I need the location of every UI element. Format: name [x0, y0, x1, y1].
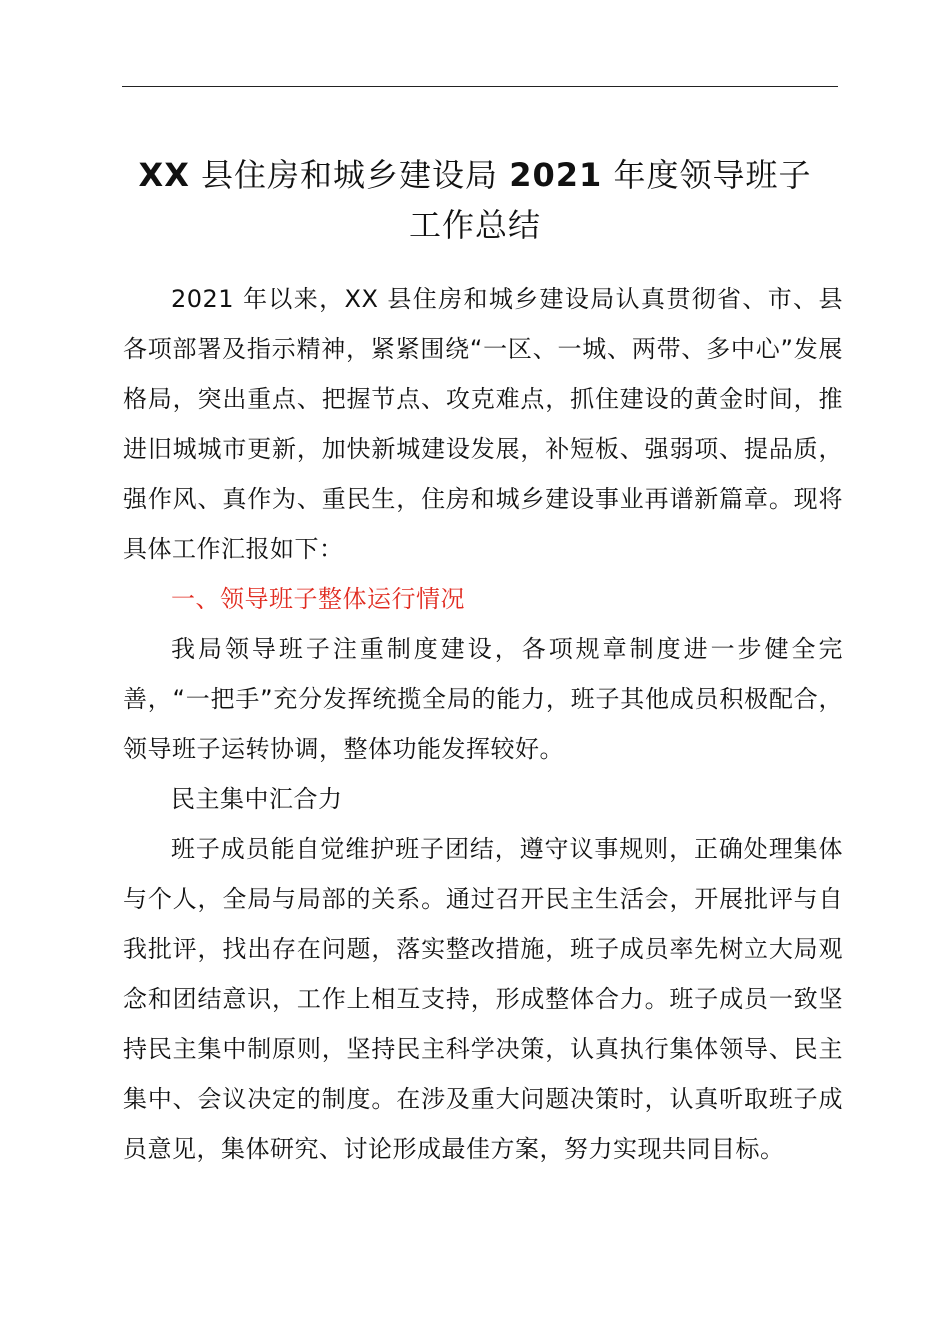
title-org: 县住房和城乡建设局	[189, 156, 510, 194]
body-paragraph-1: 我局领导班子注重制度建设，各项规章制度进一步健全完善，“一把手”充分发挥统揽全局的能力，班子其他成员积极配合，领导班子运转协调，整体功能发挥较好。	[123, 635, 843, 763]
title-line-2: 工作总结	[408, 206, 541, 244]
intro-paragraph: 2021 年以来，XX 县住房和城乡建设局认真贯彻省、市、县各项部署及指示精神，紧紧围绕“一区、一城、两带、多中心”发展格局，突出重点、把握节点、攻克难点，抓住建设的黄金时间，推进旧城城市更新，加快新城建设发展，补短板、强弱项、提品质，强作风、真作为、重民生，住房和城乡建设事业再谱新篇章。现将具体工作汇报如下：	[123, 285, 843, 563]
section-heading-1: 一、领导班子整体运行情况	[171, 585, 465, 613]
body-paragraph-2: 班子成员能自觉维护班子团结，遵守议事规则，正确处理集体与个人，全局与局部的关系。通过召开民主生活会，开展批评与自我批评，找出存在问题，落实整改措施，班子成员率先树立大局观念和团结意识，工作上相互支持，形成整体合力。班子成员一致坚持民主集中制原则，坚持民主科学决策，认真执行集体领导、民主集中、会议决定的制度。在涉及重大问题决策时，认真听取班子成员意见，集体研究、讨论形成最佳方案，努力实现共同目标。	[123, 835, 843, 1163]
title-line-1	[100, 150, 850, 200]
title-xx: XX	[138, 156, 190, 194]
header-rule	[122, 86, 838, 87]
title-suffix: 年度领导班子	[602, 156, 812, 194]
subheading-democracy: 民主集中汇合力	[171, 785, 343, 813]
document-title	[100, 150, 850, 250]
document-body	[123, 274, 843, 1174]
title-year: 2021	[509, 156, 603, 194]
